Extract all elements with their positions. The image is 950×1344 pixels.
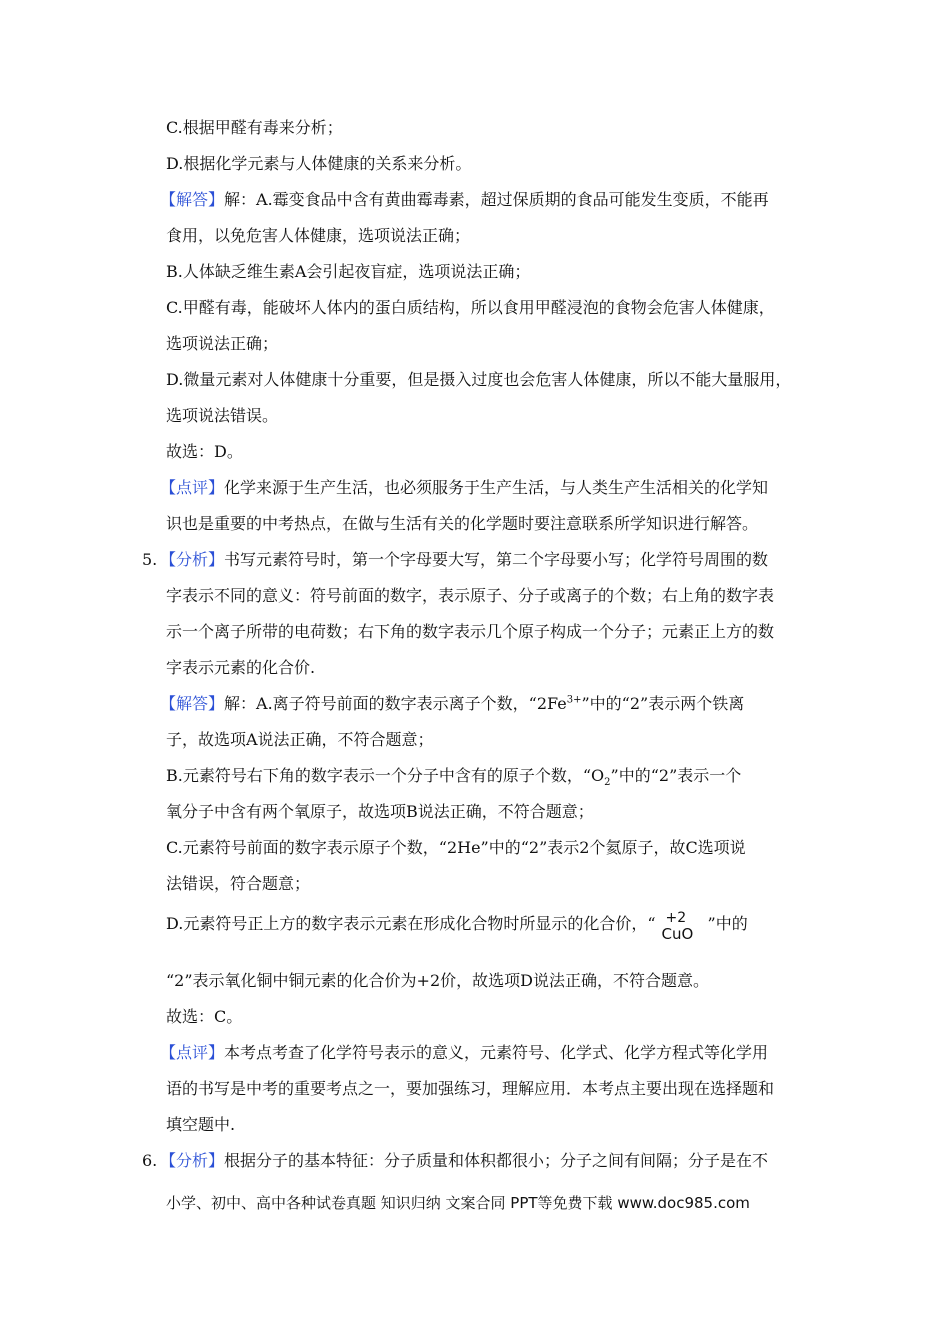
text-line: 法错误，符合题意；: [166, 874, 311, 893]
answer-text: 解：A.离子符号前面的数字表示离子个数，“2Fe: [224, 694, 567, 713]
analysis-text: 根据分子的基本特征：分子质量和体积都很小；分子之间有间隔；分子是在不: [224, 1151, 769, 1170]
answer-line: [160, 693, 744, 715]
analysis-tag: 【分析】: [160, 550, 225, 569]
valence-formula: [661, 910, 702, 943]
question-number: 6.: [142, 1151, 158, 1170]
answer-line: [160, 189, 769, 211]
text-line: 填空题中.: [166, 1115, 236, 1134]
text-line: 选项说法正确；: [166, 334, 279, 353]
analysis-tag: 【分析】: [160, 1151, 225, 1170]
text-line: D.微量元素对人体健康十分重要，但是摄入过度也会危害人体健康，所以不能大量服用，: [166, 370, 792, 389]
analysis-text: 书写元素符号时，第一个字母要大写，第二个字母要小写；化学符号周围的数: [224, 550, 769, 569]
comment-line: [160, 477, 768, 499]
text-line: 故选：C。: [166, 1007, 243, 1026]
comment-tag: 【点评】: [160, 1043, 225, 1062]
comment-tag: 【点评】: [160, 478, 225, 497]
text-line: D.根据化学元素与人体健康的关系来分析。: [166, 154, 472, 173]
text-line: 字表示不同的意义：符号前面的数字，表示原子、分子或离子的个数；右上角的数字表: [166, 586, 775, 605]
subscript: 2: [604, 777, 611, 789]
comment-text: 化学来源于生产生活，也必须服务于生产生活，与人类生产生活相关的化学知: [224, 478, 769, 497]
answer-tag: 【解答】: [160, 694, 225, 713]
answer-text: B.元素符号右下角的数字表示一个分子中含有的原子个数，“O: [166, 766, 605, 785]
answer-text: D.元素符号正上方的数字表示元素在形成化合物时所显示的化合价，“: [166, 914, 656, 933]
text-line: 选项说法错误。: [166, 406, 279, 425]
formula-text: CuO: [661, 925, 694, 943]
analysis-line: [160, 1150, 768, 1172]
valence-number: +2: [665, 910, 687, 926]
page-footer: 小学、初中、高中各种试卷真题 知识归纳 文案合同 PPT等免费下载 www.doc985.com: [166, 1194, 750, 1212]
question-number: 5.: [142, 550, 158, 569]
text-line: “2”表示氧化铜中铜元素的化合价为+2价，故选项D说法正确，不符合题意。: [166, 971, 709, 990]
text-line: 故选：D。: [166, 442, 243, 461]
charge-superscript: 3+: [566, 694, 582, 706]
text-line: 氧分子中含有两个氧原子，故选项B说法正确，不符合题意；: [166, 802, 594, 821]
text-line: B.人体缺乏维生素A会引起夜盲症，选项说法正确；: [166, 262, 531, 281]
text-line: [166, 910, 748, 943]
text-line: 子，故选项A说法正确，不符合题意；: [166, 730, 434, 749]
text-line: 语的书写是中考的重要考点之一，要加强练习，理解应用．本考点主要出现在选择题和: [166, 1079, 775, 1098]
text-line: 示一个离子所带的电荷数；右下角的数字表示几个原子构成一个分子；元素正上方的数: [166, 622, 775, 641]
text-line: 食用，以免危害人体健康，选项说法正确；: [166, 226, 471, 245]
text-line: C.根据甲醛有毒来分析；: [166, 118, 343, 137]
answer-text: ”中的“2”表示一个: [610, 766, 742, 785]
comment-text: 本考点考查了化学符号表示的意义，元素符号、化学式、化学方程式等化学用: [224, 1043, 769, 1062]
text-line: 识也是重要的中考热点，在做与生活有关的化学题时要注意联系所学知识进行解答。: [166, 514, 759, 533]
answer-tag: 【解答】: [160, 190, 225, 209]
text-line: C.元素符号前面的数字表示原子个数，“2He”中的“2”表示2个氦原子，故C选项说: [166, 838, 746, 857]
comment-line: [160, 1042, 768, 1064]
answer-text: ”中的“2”表示两个铁离: [581, 694, 745, 713]
text-line: C.甲醛有毒，能破坏人体内的蛋白质结构，所以食用甲醛浸泡的食物会危害人体健康，: [166, 298, 775, 317]
analysis-line: [160, 549, 768, 571]
answer-text: 解：A.霉变食品中含有黄曲霉毒素，超过保质期的食品可能发生变质，不能再: [224, 190, 769, 209]
text-line: 字表示元素的化合价.: [166, 658, 316, 677]
text-line: [166, 765, 741, 787]
answer-text: ”中的: [707, 914, 748, 933]
